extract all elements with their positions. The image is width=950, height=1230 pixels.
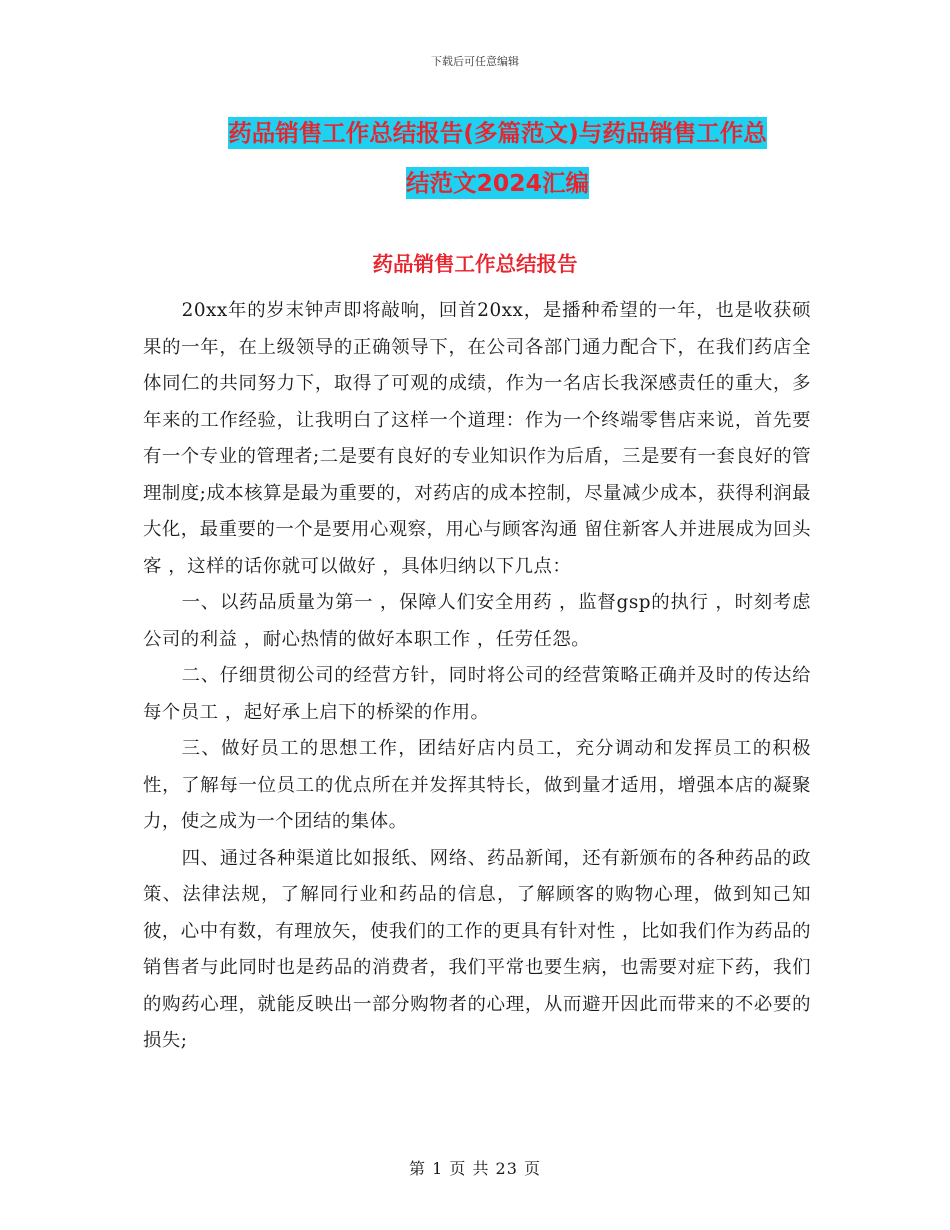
- document-title-line-1: 药品销售工作总结报告(多篇范文)与药品销售工作总: [228, 119, 767, 147]
- paragraph-point-2: 二、仔细贯彻公司的经营方针，同时将公司的经营策略正确并及时的传达给每个员工 ，起好承上启下的桥梁的作用。: [143, 665, 811, 723]
- paragraph-point-1: 一、以药品质量为第一 ，保障人们安全用药 ，监督gsp的执行 ，时刻考虑公司的利益 ，耐心热情的做好本职工作 ，任劳任怨。: [143, 592, 811, 650]
- section-title: 药品销售工作总结报告: [372, 252, 578, 276]
- page-number-footer: 第 1 页 共 23 页: [409, 1159, 541, 1178]
- body-text: [143, 293, 811, 1060]
- paragraph-intro: 20xx年的岁末钟声即将敲响，回首20xx，是播种希望的一年，也是收获硕果的一年，在上级领导的正确领导下，在公司各部门通力配合下，在我们药店全体同仁的共同努力下，取得了可观的成绩，作为一名店长我深感责任的重大，多年来的工作经验，让我明白了这样一个道理：作为一个终端零售店来说，首先要有一个专业的管理者;二是要有良好的专业知识作为后盾，三是要有一套良好的管理制度;成本核算是最为重要的，对药店的成本控制，尽量减少成本，获得利润最大化，最重要的一个是要用心观察，用心与顾客沟通 留住新客人并进展成为回头客 ，这样的话你就可以做好 ，具体归纳以下几点：: [143, 300, 811, 577]
- paragraph-point-4: 四、通过各种渠道比如报纸、网络、药品新闻，还有新颁布的各种药品的政策、法律法规，了解同行业和药品的信息，了解顾客的购物心理，做到知己知彼，心中有数，有理放矢，使我们的工作的更具有针对性 ，比如我们作为药品的销售者与此同时也是药品的消费者，我们平常也要生病，也需要对症下药，我们的购药心理，就能反映出一部分购物者的心理，从而避开因此而带来的不必要的损失;: [143, 847, 811, 1051]
- header-note: 下载后可任意编辑: [431, 55, 519, 68]
- document-title-line-2: 结范文2024汇编: [406, 169, 589, 197]
- document-title: [140, 108, 855, 208]
- paragraph-point-3: 三、做好员工的思想工作，团结好店内员工，充分调动和发挥员工的积极性，了解每一位员工的优点所在并发挥其特长，做到量才适用，增强本店的凝聚力，使之成为一个团结的集体。: [143, 738, 811, 832]
